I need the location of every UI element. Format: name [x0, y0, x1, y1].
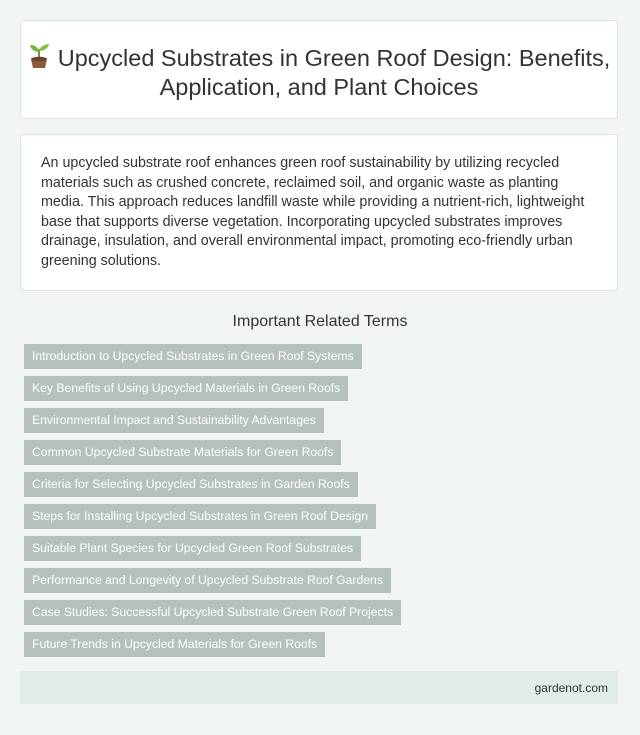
page-title-text: Upcycled Substrates in Green Roof Design: Benefits, Application, and Plant Choices — [57, 45, 611, 100]
related-term-tag[interactable]: Criteria for Selecting Upcycled Substrates in Garden Roofs — [24, 472, 358, 497]
page-title — [21, 43, 617, 102]
related-term-tag[interactable]: Steps for Installing Upcycled Substrates in Green Roof Design — [24, 504, 376, 529]
description-text: An upcycled substrate roof enhances green roof sustainability by utilizing recycled materials such as crushed concrete, reclaimed soil, and organic waste as planting media. This approach reduces landfill waste while providing a nutrient-rich, lightweight base that supports diverse vegetation. Incorporating upcycled substrates improves drainage, insulation, and overall environmental impact, promoting eco-friendly urban greening solutions. — [41, 155, 585, 269]
description-card — [20, 134, 618, 291]
footer — [20, 671, 618, 704]
related-term-tag[interactable]: Case Studies: Successful Upcycled Substrate Green Roof Projects — [24, 600, 401, 625]
title-card — [20, 20, 618, 119]
related-terms-heading: Important Related Terms — [232, 313, 408, 330]
related-term-tag[interactable]: Key Benefits of Using Upcycled Materials in Green Roofs — [24, 376, 348, 401]
related-term-tag[interactable]: Performance and Longevity of Upcycled Substrate Roof Gardens — [24, 568, 391, 593]
related-term-tag[interactable]: Future Trends in Upcycled Materials for Green Roofs — [24, 632, 325, 657]
related-term-tag[interactable]: Introduction to Upcycled Substrates in Green Roof Systems — [24, 344, 362, 369]
footer-site-link[interactable]: gardenot.com — [534, 681, 608, 695]
related-term-tag[interactable]: Suitable Plant Species for Upcycled Green Roof Substrates — [24, 536, 361, 561]
related-term-tag[interactable]: Common Upcycled Substrate Materials for Green Roofs — [24, 440, 341, 465]
related-term-tag[interactable]: Environmental Impact and Sustainability Advantages — [24, 408, 324, 433]
seedling-icon — [28, 43, 50, 69]
